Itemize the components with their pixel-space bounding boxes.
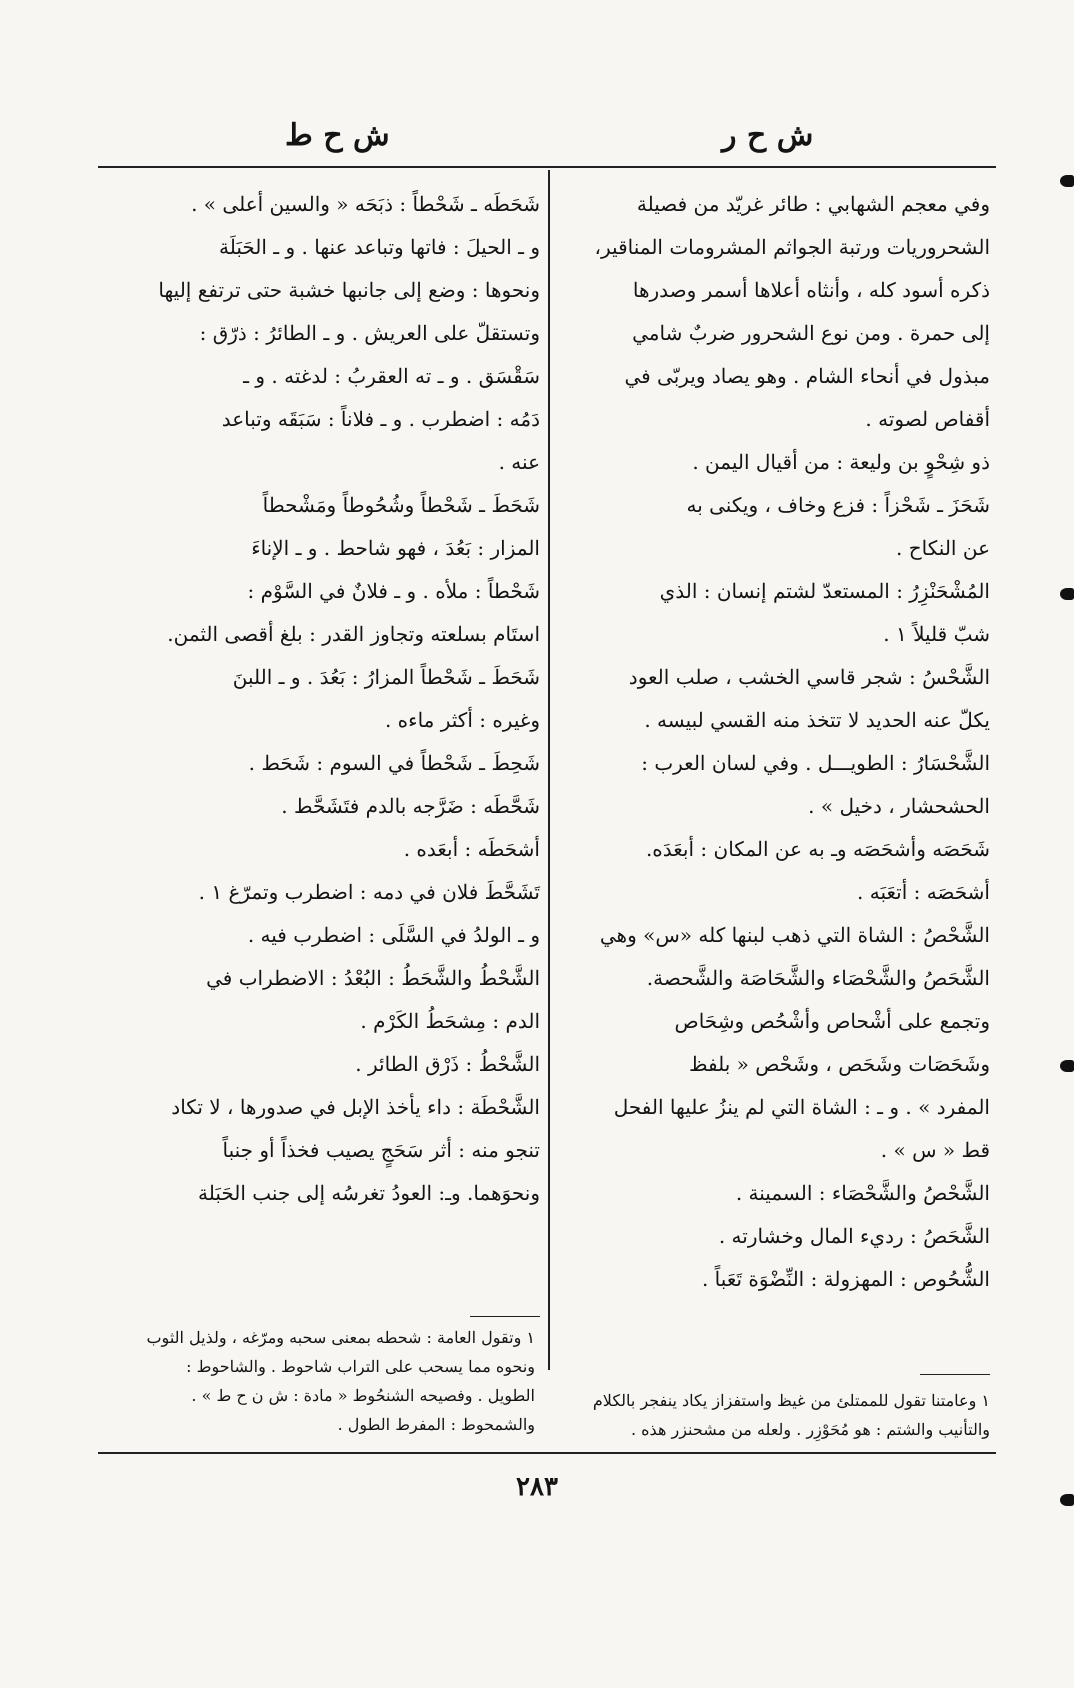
entry-line: الشحروريات ورتبة الجواثم المشرومات المناقير،: [594, 235, 990, 259]
margin-mark: [1060, 588, 1074, 600]
entry-line: وشَحَصَات وشَحَص ، وشَحْص « بلفظ: [688, 1052, 990, 1076]
entry-line: قط « س » .: [880, 1138, 990, 1162]
entry-line: شَحَزَ ـ شَحْزاً : فزع وخاف ، ويكنى به: [686, 493, 990, 517]
entry-line: الدم : مِشحَطُ الكَرْم .: [360, 1009, 540, 1033]
entry-line: شبّ قليلاً ١ .: [883, 622, 990, 646]
left-footnote-rule: [470, 1316, 540, 1317]
entry-line: تنجو منه : أثر سَحَجٍ يصيب فخذاً أو جنباً: [222, 1138, 540, 1162]
entry-line: أشحَطَه : أبعَده .: [403, 837, 540, 861]
right-column: [555, 183, 990, 1301]
footer-rule: [98, 1452, 996, 1454]
left-column: [100, 183, 540, 1215]
entry-line: إلى حمرة . ومن نوع الشحرور ضربٌ شامي: [632, 321, 990, 345]
entry-line: شَحَطَ ـ شَحْطاً المزارُ : بَعُدَ . و ـ اللبنَ: [232, 665, 540, 689]
entry-line: وفي معجم الشهابي : طائر غريّد من فصيلة: [636, 192, 990, 216]
margin-mark: [1060, 1060, 1074, 1072]
entry-line: استَام بسلعته وتجاوز القدر : بلغ أقصى الثمن.: [167, 622, 540, 646]
entry-line: الشَّحْطُ : ذَرْق الطائر .: [355, 1052, 540, 1076]
entry-line: الشَّحْصُ والشَّحْصَاء : السمينة .: [735, 1181, 990, 1205]
entry-line: دَمُه : اضطرب . و ـ فلاناً : سَبَقَه وتباعد: [221, 407, 540, 431]
right-column-heading: ش ح ر: [722, 118, 814, 153]
margin-mark: [1060, 1494, 1074, 1506]
entry-line: المُشْحَنْزِرُ : المستعدّ لشتم إنسان : الذي: [659, 579, 990, 603]
entry-line: وغيره : أكثر ماءه .: [384, 708, 540, 732]
footnote-line: ١ وعامتنا تقول للممتلئ من غيظ واستفزاز يكاد ينفجر بالكلام: [592, 1391, 990, 1410]
entry-line: يكلّ عنه الحديد لا تتخذ منه القسي لبيسه .: [644, 708, 990, 732]
left-column-heading: ش ح ط: [285, 118, 390, 153]
entry-line: الشَّحْسَارُ : الطويـــل . وفي لسان العرب :: [641, 751, 990, 775]
entry-line: و ـ الحيلَ : فاتها وتباعد عنها . و ـ الحَبَلَة: [219, 235, 540, 259]
header-rule: [98, 166, 996, 168]
entry-line: ونحوَهما. وـ: العودُ تغرسُه إلى جنب الحَبَلة: [198, 1181, 540, 1205]
entry-line: مبذول في أنحاء الشام . وهو يصاد ويربّى في: [624, 364, 990, 388]
entry-line: ذو شِحْوٍ بن وليعة : من أقيال اليمن .: [692, 450, 990, 474]
entry-line: ذكره أسود كله ، وأنثاه أعلاها أسمر وصدرها: [632, 278, 990, 302]
entry-line: شَحَطَه ـ شَحْطاً : ذبَحَه « والسين أعلى » .: [191, 192, 540, 216]
entry-line: الشَّحْطَة : داء يأخذ الإبل في صدورها ، لا تكاد: [171, 1095, 540, 1119]
footnote-line: والتأنيب والشتم : هو مُحَوْزِر . ولعله من مشحنزر هذه .: [631, 1420, 990, 1439]
entry-line: وتجمع على أشْحاص وأشْحُص وشِحَاص: [674, 1009, 990, 1033]
footnote-line: الطويل . وفصيحه الشنحُوط « مادة : ش ن ح ط » .: [191, 1386, 535, 1405]
entry-line: الشَّحْطُ والشَّحَطُ : البُعْدُ : الاضطراب في: [206, 966, 540, 990]
footnote-line: ونحوه مما يسحب على التراب شاحوط . والشاحوط :: [186, 1357, 535, 1376]
entry-line: الشُّحُوص : المهزولة : النِّضْوَة تَعَباً .: [701, 1267, 990, 1291]
entry-line: شَحْطاً : ملأه . و ـ فلانٌ في السَّوْم :: [247, 579, 540, 603]
entry-line: المزار : بَعُدَ ، فهو شاحط . و ـ الإناءَ: [251, 536, 540, 560]
entry-line: المفرد » . و ـ : الشاة التي لم ينزُ عليها الفحل: [613, 1095, 990, 1119]
entry-line: الشَّحْسُ : شجر قاسي الخشب ، صلب العود: [628, 665, 990, 689]
entry-line: شَحَّطَه : ضَرَّجه بالدم فتَشَحَّط .: [281, 794, 540, 818]
footnote-line: والشمحوط : المفرط الطول .: [337, 1415, 535, 1434]
column-divider: [548, 170, 550, 1370]
entry-line: شَحِطَ ـ شَحْطاً في السوم : شَحَط .: [248, 751, 540, 775]
page-number: ٢٨٣: [516, 1472, 558, 1502]
entry-line: أقفاص لصوته .: [865, 407, 990, 431]
entry-line: الشَّحَصُ : رديء المال وخشارته .: [718, 1224, 990, 1248]
entry-line: أشحَصَه : أتعَبَه .: [857, 880, 990, 904]
entry-line: شَحَصَه وأشحَصَه وـ به عن المكان : أبعَدَه.: [645, 837, 990, 861]
footnote-line: ١ وتقول العامة : شحطه بمعنى سحبه ومرّغه ، ولذيل الثوب: [146, 1328, 535, 1347]
entry-line: وتستقلّ على العريش . و ـ الطائرُ : ذرّق :: [199, 321, 540, 345]
entry-line: سَقْسَق . و ـ ته العقربُ : لدغته . و ـ: [243, 364, 540, 388]
entry-line: الشَّحَصُ والشَّحْصَاء والشَّحَاصَة والشَّحصة.: [646, 966, 990, 990]
right-footnote-rule: [920, 1374, 990, 1375]
right-footnote: [560, 1386, 990, 1444]
entry-line: عن النكاح .: [896, 536, 990, 560]
entry-line: الحشحشار ، دخيل » .: [808, 794, 990, 818]
entry-line: ونحوها : وضع إلى جانبها خشبة حتى ترتفع إليها: [158, 278, 540, 302]
margin-mark: [1060, 175, 1074, 187]
entry-line: الشَّحْصُ : الشاة التي ذهب لبنها كله «س» وهي: [599, 923, 990, 947]
entry-line: عنه .: [498, 450, 540, 474]
entry-line: شَحَطَ ـ شَحْطاً وشُحُوطاً ومَشْحطاً: [262, 493, 540, 517]
entry-line: و ـ الولدُ في السَّلَى : اضطرب فيه .: [247, 923, 540, 947]
left-footnote: [105, 1323, 535, 1439]
entry-line: تَشَحَّطَ فلان في دمه : اضطرب وتمرّغ ١ .: [198, 880, 540, 904]
